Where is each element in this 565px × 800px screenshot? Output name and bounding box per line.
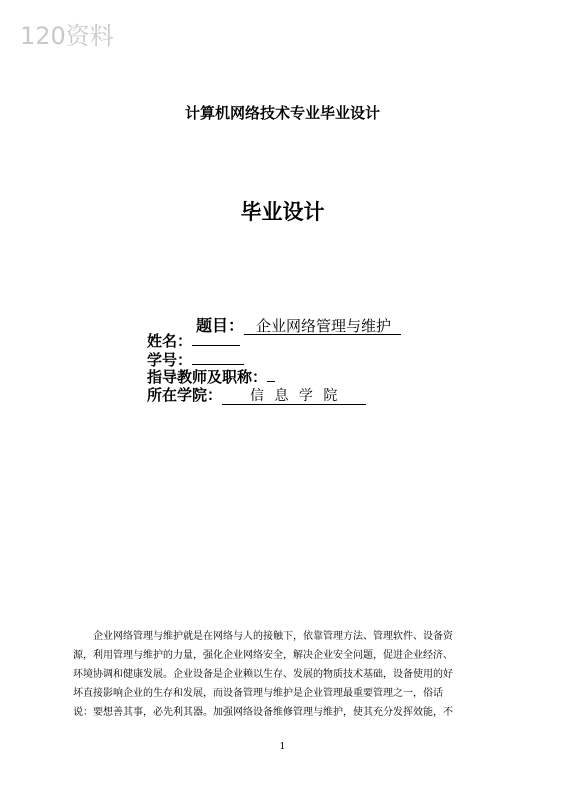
student-id-label: 学号：	[147, 351, 193, 369]
abstract-line: 环境协调和健康发展。企业设备是企业赖以生存、发展的物质技术基础，设备使用的好	[73, 669, 453, 680]
topic-label: 题目：	[196, 316, 245, 335]
college-value: 信 息 学 院	[222, 388, 366, 405]
abstract-line: 说：要想善其事，必先利其器。加强网络设备维修管理与维护，使其充分发挥效能，不	[73, 707, 453, 718]
document-title: 毕业设计	[240, 200, 325, 224]
name-label: 姓名：	[147, 332, 193, 350]
header-title: 计算机网络技术专业毕业设计	[184, 104, 380, 122]
topic-value: 企业网络管理与维护	[244, 318, 401, 335]
abstract-line: 企业网络管理与维护就是在网络与人的接触下，依靠管理方法、管理软件、设备资	[93, 631, 453, 642]
page-number: 1	[279, 742, 286, 752]
college-field	[147, 384, 366, 405]
teacher-label: 指导教师及职称：	[147, 368, 268, 386]
student-id-value	[192, 348, 244, 365]
teacher-value	[267, 367, 275, 382]
abstract-line: 源，利用管理与维护的力量，强化企业网络安全，解决企业安全问题，促进企业经济、	[73, 650, 453, 661]
abstract-line: 坏直接影响企业的生存和发展，而设备管理与维护是企业管理最重要管理之一，俗话	[73, 688, 443, 699]
name-value	[192, 329, 240, 346]
abstract-paragraph	[73, 627, 498, 722]
college-label: 所在学院：	[147, 386, 223, 404]
watermark-logo: 120资料	[20, 22, 114, 50]
